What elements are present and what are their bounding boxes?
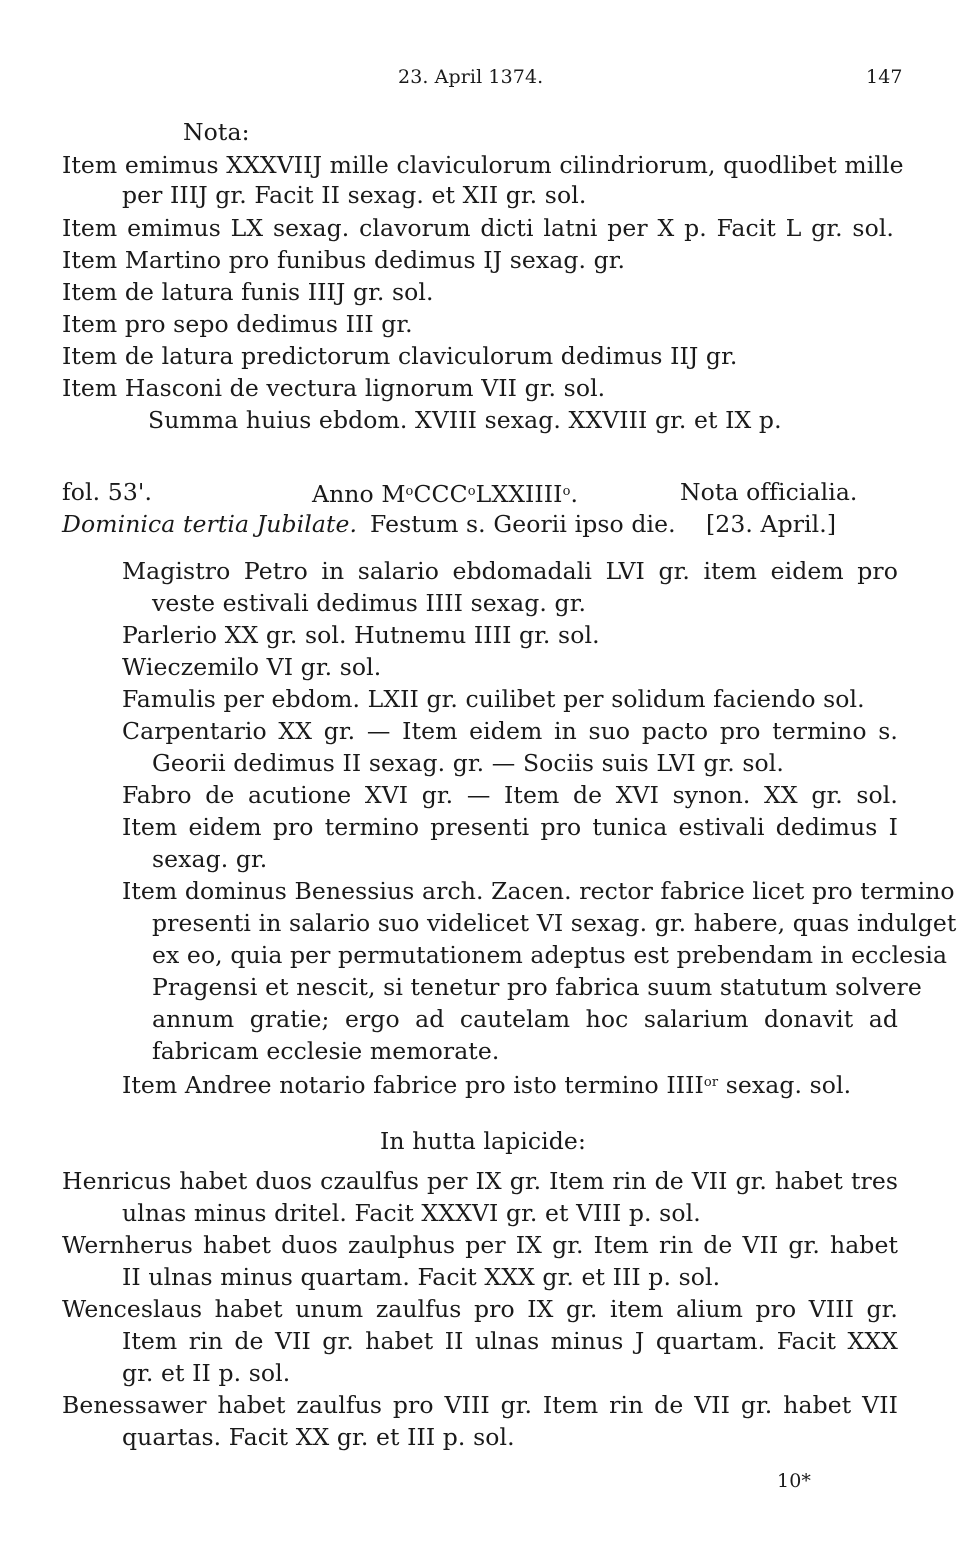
nota-officialia: Nota officialia. <box>680 478 858 506</box>
entry-line: Parlerio XX gr. sol. Hutnemu IIII gr. sol. <box>122 621 600 649</box>
entry-line: Fabro de acutione XVI gr. — Item de XVI synon. XX gr. sol. <box>122 781 898 809</box>
folio-reference: fol. 53'. <box>62 478 153 506</box>
signature-mark: 10* <box>777 1470 811 1492</box>
entry-line: Item dominus Benessius arch. Zacen. rector fabrice licet pro termino <box>122 877 955 905</box>
entry-line: Item Martino pro funibus dedimus IJ sexag. gr. <box>62 246 626 274</box>
entry-line: gr. et II p. sol. <box>122 1359 291 1387</box>
entry-line: presenti in salario suo videlicet VI sexag. gr. habere, quas indulget <box>152 909 957 937</box>
entry-line: Pragensi et nescit, si tenetur pro fabrica suum statutum solvere <box>152 973 922 1001</box>
entry-line: Henricus habet duos czaulfus per IX gr. Item rin de VII gr. habet tres <box>62 1167 898 1195</box>
anno-heading <box>312 477 578 509</box>
anno-sup: o <box>562 484 571 499</box>
entry-line: Famulis per ebdom. LXII gr. cuilibet per solidum faciendo sol. <box>122 685 865 713</box>
entry-line: ex eo, quia per permutationem adeptus est prebendam in ecclesia <box>152 941 948 969</box>
entry-line: ulnas minus dritel. Facit XXXVI gr. et VIII p. sol. <box>122 1199 701 1227</box>
entry-line: fabricam ecclesie memorate. <box>152 1037 500 1065</box>
running-head-date: 23. April 1374. <box>398 66 544 88</box>
entry-line: Item emimus XXXVIIJ mille claviculorum cilindriorum, quodlibet mille <box>62 151 904 179</box>
entry-line: Item pro sepo dedimus III gr. <box>62 310 413 338</box>
anno-text: Anno M <box>312 480 406 508</box>
entry-line: sexag. gr. <box>152 845 268 873</box>
anno-text: LXXIIII <box>475 480 563 508</box>
section-heading-nota: Nota: <box>183 118 250 146</box>
entry-line: Wieczemilo VI gr. sol. <box>122 653 382 681</box>
superscript: or <box>703 1075 719 1090</box>
section-heading-hutta: In hutta lapicide: <box>380 1127 586 1155</box>
entry-line: Item rin de VII gr. habet II ulnas minus J quartam. Facit XXX <box>122 1327 898 1355</box>
festum-text: Festum s. Georii ipso die. <box>370 510 676 538</box>
dominica-title: Dominica tertia Jubilate. <box>62 510 358 538</box>
entry-text: Item Andree notario fabrice pro isto termino IIII <box>122 1071 704 1099</box>
anno-text: CCC <box>413 480 468 508</box>
entry-line: Item emimus LX sexag. clavorum dicti latni per X p. Facit L gr. sol. <box>62 214 894 242</box>
entry-text: sexag. sol. <box>725 1071 852 1099</box>
entry-line: Georii dedimus II sexag. gr. — Sociis suis LVI gr. sol. <box>152 749 784 777</box>
page-number: 147 <box>866 66 903 88</box>
entry-line <box>122 1068 851 1100</box>
entry-line: Item eidem pro termino presenti pro tunica estivali dedimus I <box>122 813 898 841</box>
entry-line: Item Hasconi de vectura lignorum VII gr. sol. <box>62 374 606 402</box>
date-bracket: [23. April.] <box>706 510 837 538</box>
entry-line: per IIIJ gr. Facit II sexag. et XII gr. sol. <box>122 181 587 209</box>
entry-line: Item de latura funis IIIJ gr. sol. <box>62 278 434 306</box>
entry-line: II ulnas minus quartam. Facit XXX gr. et III p. sol. <box>122 1263 721 1291</box>
entry-line: Benessawer habet zaulfus pro VIII gr. Item rin de VII gr. habet VII <box>62 1391 898 1419</box>
entry-line: Magistro Petro in salario ebdomadali LVI gr. item eidem pro <box>122 557 898 585</box>
summa-line: Summa huius ebdom. XVIII sexag. XXVIII gr. et IX p. <box>148 406 782 434</box>
entry-line: Wernherus habet duos zaulphus per IX gr. Item rin de VII gr. habet <box>62 1231 898 1259</box>
entry-line: Wenceslaus habet unum zaulfus pro IX gr. item alium pro VIII gr. <box>62 1295 898 1323</box>
anno-text: . <box>570 480 579 508</box>
anno-sup: o <box>467 484 476 499</box>
entry-line: Carpentario XX gr. — Item eidem in suo pacto pro termino s. <box>122 717 898 745</box>
anno-sup: o <box>405 484 414 499</box>
entry-line: quartas. Facit XX gr. et III p. sol. <box>122 1423 515 1451</box>
entry-line: veste estivali dedimus IIII sexag. gr. <box>152 589 587 617</box>
entry-line: annum gratie; ergo ad cautelam hoc salarium donavit ad <box>152 1005 898 1033</box>
entry-line: Item de latura predictorum claviculorum dedimus IIJ gr. <box>62 342 738 370</box>
